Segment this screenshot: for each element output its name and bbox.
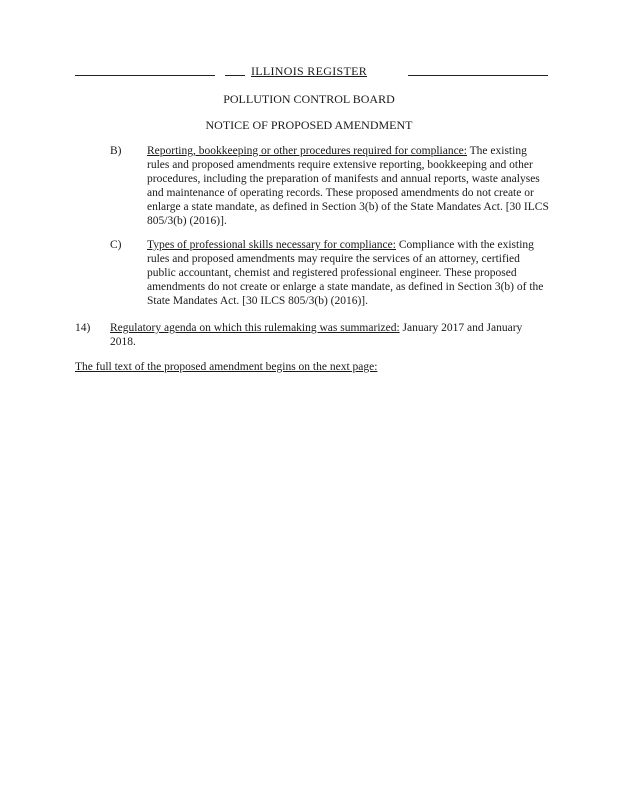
item-c-text: Compliance with the existing rules and proposed amendments may require the services of an attorney, certified public accountant, chemist and registered professional engineer. These proposed amendments do not create or enlarge a state mandate, as defined in Section 3(b) of the State Mandates Act. [30 ILCS 805/3(b) (2016)]. [147, 239, 544, 307]
full-text-notice: The full text of the proposed amendment begins on the next page: [75, 361, 378, 373]
item-14-label: 14) [75, 322, 91, 334]
agency-title: POLLUTION CONTROL BOARD [223, 92, 395, 106]
item-b-text: The existing rules and proposed amendments require extensive reporting, bookkeeping and other procedures, including the preparation of manifests and annual reports, waste analyses and maintenance of operating records. These proposed amendments do not create or enlarge a state mandate, as defined in Section 3(b) of the State Mandates Act. [30 ILCS 805/3(b) (2016)]. [147, 145, 549, 227]
item-14-heading: Regulatory agenda on which this rulemaking was summarized: [110, 322, 400, 334]
item-c-body [147, 238, 549, 308]
item-b-body [147, 144, 549, 228]
item-c-heading: Types of professional skills necessary for compliance: [147, 239, 396, 251]
register-title [0, 64, 618, 78]
register-title-text: ILLINOIS REGISTER [250, 64, 368, 78]
notice-title: NOTICE OF PROPOSED AMENDMENT [205, 118, 413, 132]
item-b-heading: Reporting, bookkeeping or other procedures required for compliance: [147, 145, 467, 157]
item-14-body [110, 321, 550, 349]
item-14-text: January 2017 and January 2018. [110, 322, 523, 348]
item-b-label: B) [110, 145, 122, 157]
item-c-label: C) [110, 239, 122, 251]
